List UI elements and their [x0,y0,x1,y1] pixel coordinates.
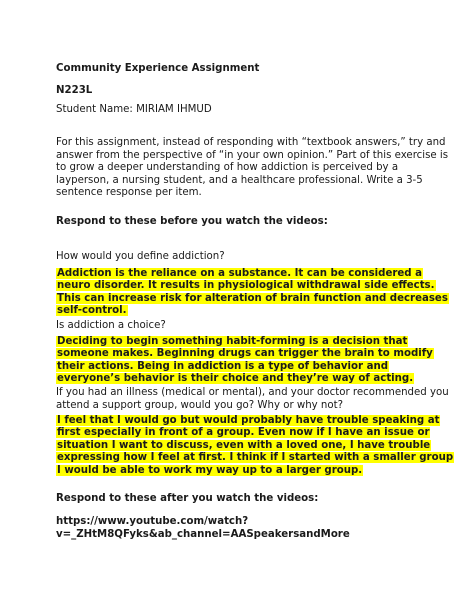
answer-2-line: someone makes. Beginning drugs can trigger the brain to modify [57,348,433,360]
answer-1 [56,268,449,318]
question-3-line: If you had an illness (medical or mental), and your doctor recommended you [56,387,449,398]
instructions-line: answer from the perspective of “in your own opinion.” Part of this exercise is [56,149,449,161]
instructions-paragraph [56,137,449,200]
answer-2 [56,336,434,386]
answer-3-line: I would be able to work my way up to a larger group. [57,464,363,476]
question-3 [56,387,449,412]
instructions-line: For this assignment, instead of responding with “textbook answers,” try and [56,137,446,148]
answer-3-line: expressing how I feel at first. I think if I started with a smaller group [57,452,454,464]
student-name: Student Name: MIRIAM IHMUD [56,104,212,115]
answer-1-line: Addiction is the reliance on a substance. It can be considered a [57,268,422,279]
instructions-line: to grow a deeper understanding of how addiction is perceived by a [56,162,399,174]
answer-2-line: Deciding to begin something habit-forming is a decision that [57,336,408,347]
answer-2-line: their actions. Being in addiction is a type of behavior and [57,360,389,372]
answer-1-line: This can increase risk for alteration of brain function and decreases [57,292,448,304]
answer-1-line: self-control. [57,305,127,317]
document-title: Community Experience Assignment [56,63,260,74]
answer-3 [56,415,454,477]
video-link[interactable] [56,515,426,541]
instructions-line: layperson, a nursing student, and a healthcare professional. Write a 3-5 [56,174,423,186]
question-1: How would you define addiction? [56,251,225,262]
answer-3-line: situation I want to discuss, even with a loved one, I have trouble [57,439,431,451]
question-2: Is addiction a choice? [56,320,166,331]
instructions-line: sentence response per item. [56,187,202,199]
question-3-line: attend a support group, would you go? Why or why not? [56,399,344,411]
video-link-line[interactable]: v=_ZHtM8QFyks&ab_channel=AASpeakersandMore [56,529,350,540]
answer-2-line: everyone’s behavior is their choice and they’re way of acting. [57,373,414,385]
answer-3-line: I feel that I would go but would probably have trouble speaking at [57,415,440,426]
answer-1-line: neuro disorder. It results in physiological withdrawal side effects. [57,280,435,292]
course-code: N223L [56,85,93,96]
video-link-line[interactable]: https://www.youtube.com/watch? [56,516,249,527]
section-heading-before: Respond to these before you watch the videos: [56,216,328,227]
section-heading-after: Respond to these after you watch the videos: [56,493,319,504]
answer-3-line: first especially in front of a group. Even now if I have an issue or [57,427,430,439]
